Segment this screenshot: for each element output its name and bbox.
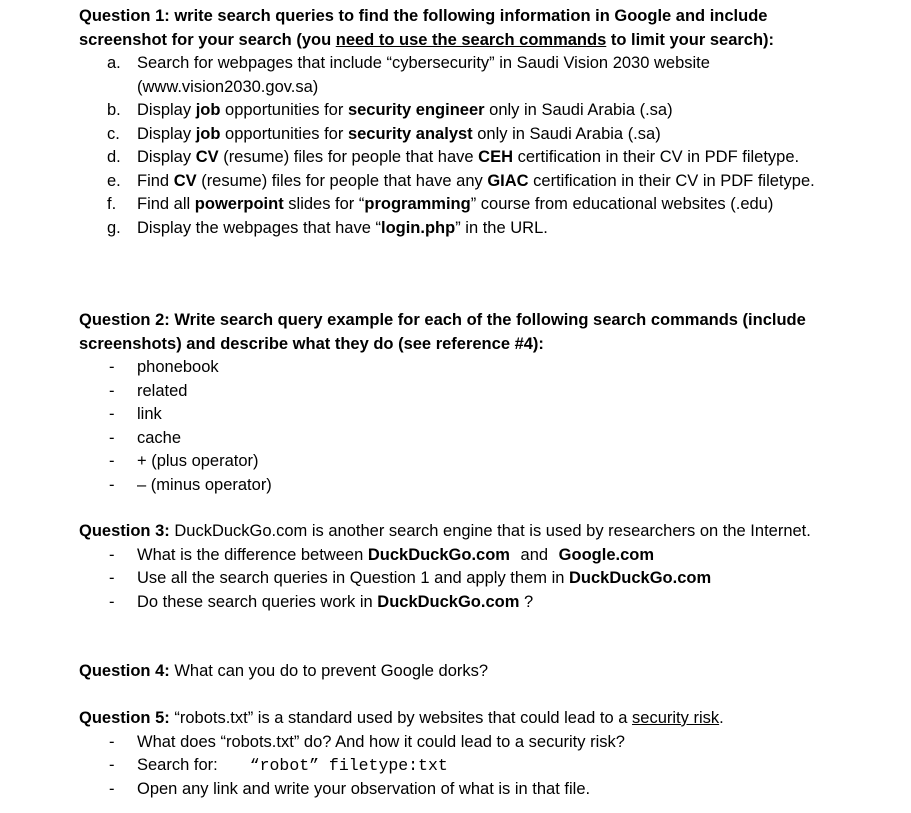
list-item: b. Display job opportunities for security engineer only in Saudi Arabia (.sa) bbox=[107, 101, 673, 119]
question-3 bbox=[79, 520, 839, 614]
list-item: d. Display CV (resume) files for people that have CEH certification in their CV in PDF filetype. bbox=[107, 148, 800, 166]
question-2 bbox=[79, 309, 839, 497]
list-item: e. Find CV (resume) files for people that have any GIAC certification in their CV in PDF filetype. bbox=[107, 171, 815, 190]
question-2-heading: Question 2: Write search query example for each of the following search commands (include screenshots) and describe what they do (see reference #4): bbox=[79, 311, 806, 353]
question-5-list bbox=[79, 731, 839, 802]
list-item: - Do these search queries work in DuckDuckGo.com ? bbox=[109, 592, 534, 611]
question-1-heading: Question 1: write search queries to find the following information in Google and include screenshot for your search (you need to use the search commands to limit your search): bbox=[79, 7, 775, 49]
list-item: - What does “robots.txt” do? And how it could lead to a security risk? bbox=[109, 732, 625, 751]
question-4-heading: Question 4: What can you do to prevent Google dorks? bbox=[79, 662, 489, 680]
question-3-heading: Question 3: DuckDuckGo.com is another search engine that is used by researchers on the Internet. bbox=[79, 522, 811, 540]
question-4 bbox=[79, 660, 839, 684]
question-5 bbox=[79, 707, 839, 801]
list-item: - + (plus operator) bbox=[109, 452, 259, 470]
list-item: a. Search for webpages that include “cybersecurity” in Saudi Vision 2030 website (www.vision2030.gov.sa) bbox=[107, 54, 710, 96]
list-item: - phonebook bbox=[109, 358, 219, 376]
list-item: f. Find all powerpoint slides for “programming” course from educational websites (.edu) bbox=[107, 195, 774, 213]
list-item: - Open any link and write your observation of what is in that file. bbox=[109, 779, 591, 798]
list-item: - link bbox=[109, 405, 162, 423]
list-item: - – (minus operator) bbox=[109, 475, 272, 494]
list-item: c. Display job opportunities for security analyst only in Saudi Arabia (.sa) bbox=[107, 124, 661, 143]
question-3-list bbox=[79, 544, 839, 615]
list-item: - related bbox=[109, 381, 188, 400]
list-item: - Search for: “robot” filetype:txt bbox=[109, 756, 448, 775]
list-item: - cache bbox=[109, 428, 182, 447]
question-1 bbox=[79, 5, 839, 240]
search-query-code: “robot” filetype:txt bbox=[249, 756, 448, 775]
question-1-list bbox=[79, 52, 839, 240]
question-5-heading: Question 5: “robots.txt” is a standard used by websites that could lead to a security risk. bbox=[79, 709, 724, 727]
list-item: - What is the difference between DuckDuckGo.com and Google.com bbox=[109, 545, 655, 564]
list-item: - Use all the search queries in Question 1 and apply them in DuckDuckGo.com bbox=[109, 569, 712, 587]
question-2-list bbox=[79, 356, 839, 497]
list-item: g. Display the webpages that have “login.php” in the URL. bbox=[107, 218, 548, 237]
